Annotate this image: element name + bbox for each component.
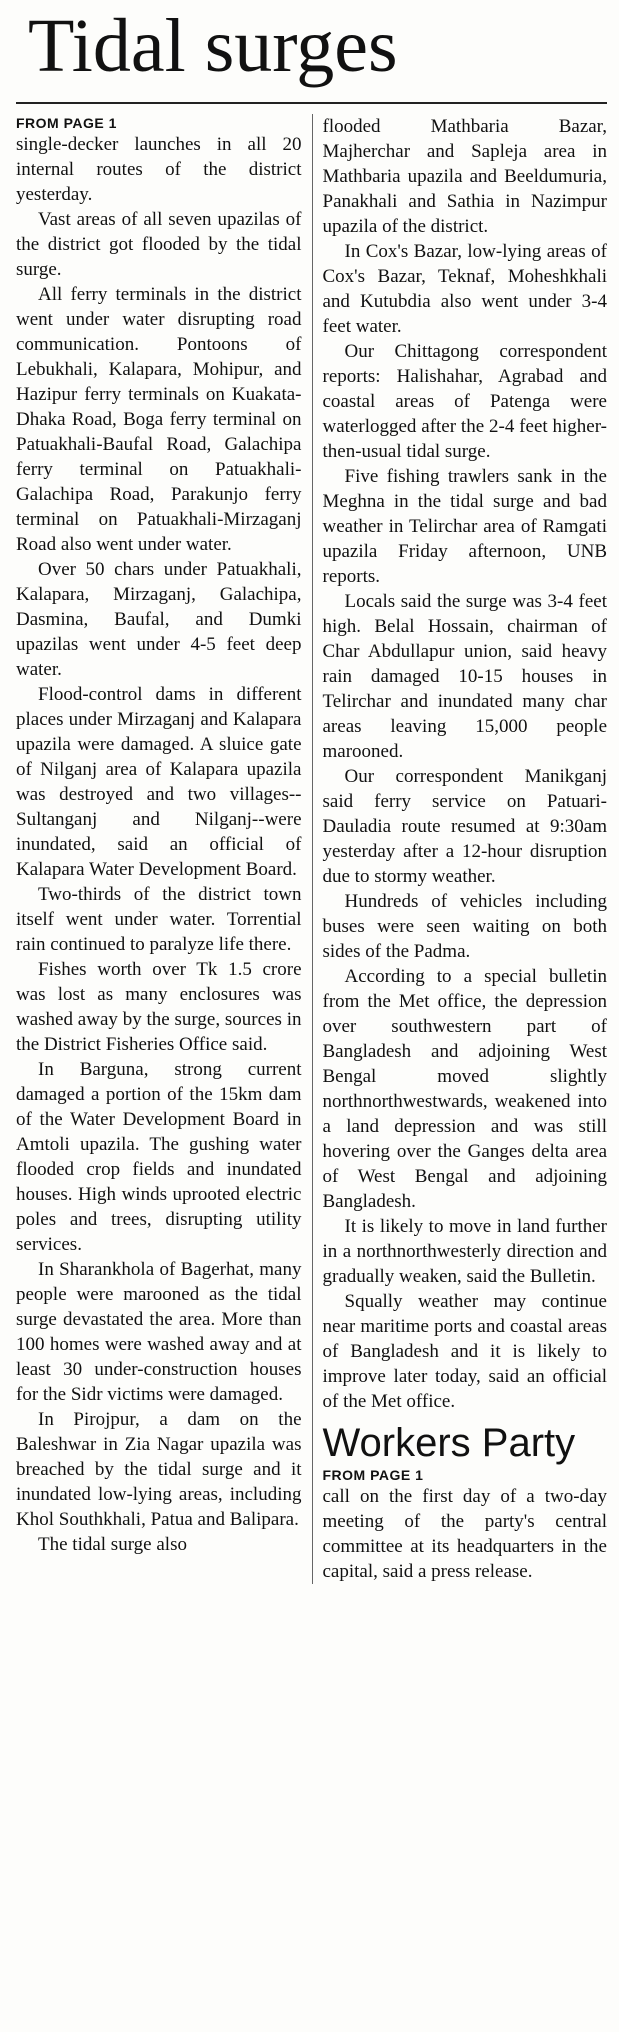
article-paragraph: In Pirojpur, a dam on the Baleshwar in Zia Nagar upazila was breached by the tidal surge and it inundated low-lying areas, including Khol Southkhali, Patua and Balipara.	[16, 1409, 302, 1530]
newspaper-page	[0, 6, 619, 2032]
article-paragraph: Two-thirds of the district town itself went under water. Torrential rain continued to paralyze life there.	[16, 884, 302, 955]
second-story-kicker: FROM PAGE 1	[322, 1467, 424, 1483]
article-paragraph: It is likely to move in land further in a northnorthwesterly direction and gradually weaken, said the Bulletin.	[322, 1216, 607, 1287]
article-paragraph: All ferry terminals in the district went under water disrupting road communication. Pontoons of Lebukhali, Kalapara, Mohipur, and Hazipur ferry terminals on Kuakata-Dhaka Road, Boga ferry terminal on Patuakhali-Baufal Road, Galachipa ferry terminal on Patuakhali-Galachipa Road, Parakunjo ferry terminal on Patuakhali-Mirzaganj Road also went under water.	[16, 284, 302, 555]
article-paragraph: In Barguna, strong current damaged a portion of the 15km dam of the Water Development Board in Amtoli upazila. The gushing water flooded crop fields and inundated houses. High winds uprooted electric poles and trees, disrupting utility services.	[16, 1059, 302, 1255]
article-paragraph: Our correspondent Manikganj said ferry service on Patuari-Dauladia route resumed at 9:30am yesterday after a 12-hour disruption due to stormy weather.	[322, 766, 607, 887]
right-column	[312, 114, 608, 1584]
article-paragraph: Fishes worth over Tk 1.5 crore was lost as many enclosures was washed away by the surge, sources in the District Fisheries Office said.	[16, 959, 302, 1055]
article-paragraph: Locals said the surge was 3-4 feet high. Belal Hossain, chairman of Char Abdullapur union, said heavy rain damaged 10-15 houses in Telirchar and inundated many char areas leaving 15,000 people marooned.	[322, 591, 607, 762]
article-paragraph: The tidal surge also	[38, 1534, 187, 1555]
second-story-headline: Workers Party	[322, 1421, 576, 1465]
article-paragraph: Vast areas of all seven upazilas of the district got flooded by the tidal surge.	[16, 209, 302, 280]
article-paragraph: Our Chittagong correspondent reports: Halishahar, Agrabad and coastal areas of Patenga were waterlogged after the 2-4 feet higher-then-usual tidal surge.	[322, 341, 607, 462]
headline: Tidal surges	[28, 4, 398, 88]
article-paragraph: single-decker launches in all 20 internal routes of the district yesterday.	[16, 134, 302, 205]
second-story-paragraph: call on the first day of a two-day meeting of the party's central committee at its headquarters in the capital, said a press release.	[322, 1486, 607, 1582]
headline-rule	[16, 102, 607, 104]
article-paragraph: In Cox's Bazar, low-lying areas of Cox's Bazar, Teknaf, Moheshkhali and Kutubdia also went under 3-4 feet water.	[322, 241, 607, 337]
article-columns	[16, 114, 607, 1584]
article-paragraph: flooded Mathbaria Bazar, Majherchar and Sapleja area in Mathbaria upazila and Beeldumuria, Panakhali and Sathia in Nazimpur upazila of the district.	[322, 116, 607, 237]
article-paragraph: Five fishing trawlers sank in the Meghna in the tidal surge and bad weather in Telirchar area of Ramgati upazila Friday afternoon, UNB reports.	[322, 466, 607, 587]
article-paragraph: Flood-control dams in different places under Mirzaganj and Kalapara upazila were damaged. A sluice gate of Nilganj area of Kalapara upazila was destroyed and two villages--Sultanganj and Nilganj--were inundated, said an official of Kalapara Water Development Board.	[16, 684, 302, 880]
left-column	[16, 114, 312, 1584]
article-paragraph: In Sharankhola of Bagerhat, many people were marooned as the tidal surge devastated the area. More than 100 homes were washed away and at least 30 under-construction houses for the Sidr victims were damaged.	[16, 1259, 302, 1405]
article-paragraph: According to a special bulletin from the Met office, the depression over southwestern part of Bangladesh and adjoining West Bengal moved slightly northnorthwestwards, weakened into a land depression and was still hovering over the Ganges delta area of West Bengal and adjoining Bangladesh.	[322, 966, 607, 1212]
article-paragraph: Over 50 chars under Patuakhali, Kalapara, Mirzaganj, Galachipa, Dasmina, Baufal, and Dumki upazilas went under 4-5 feet deep water.	[16, 559, 302, 680]
continued-from-kicker: FROM PAGE 1	[16, 115, 117, 131]
article-paragraph: Hundreds of vehicles including buses were seen waiting on both sides of the Padma.	[322, 891, 607, 962]
article-paragraph: Squally weather may continue near maritime ports and coastal areas of Bangladesh and it is likely to improve later today, said an official of the Met office.	[322, 1291, 607, 1412]
